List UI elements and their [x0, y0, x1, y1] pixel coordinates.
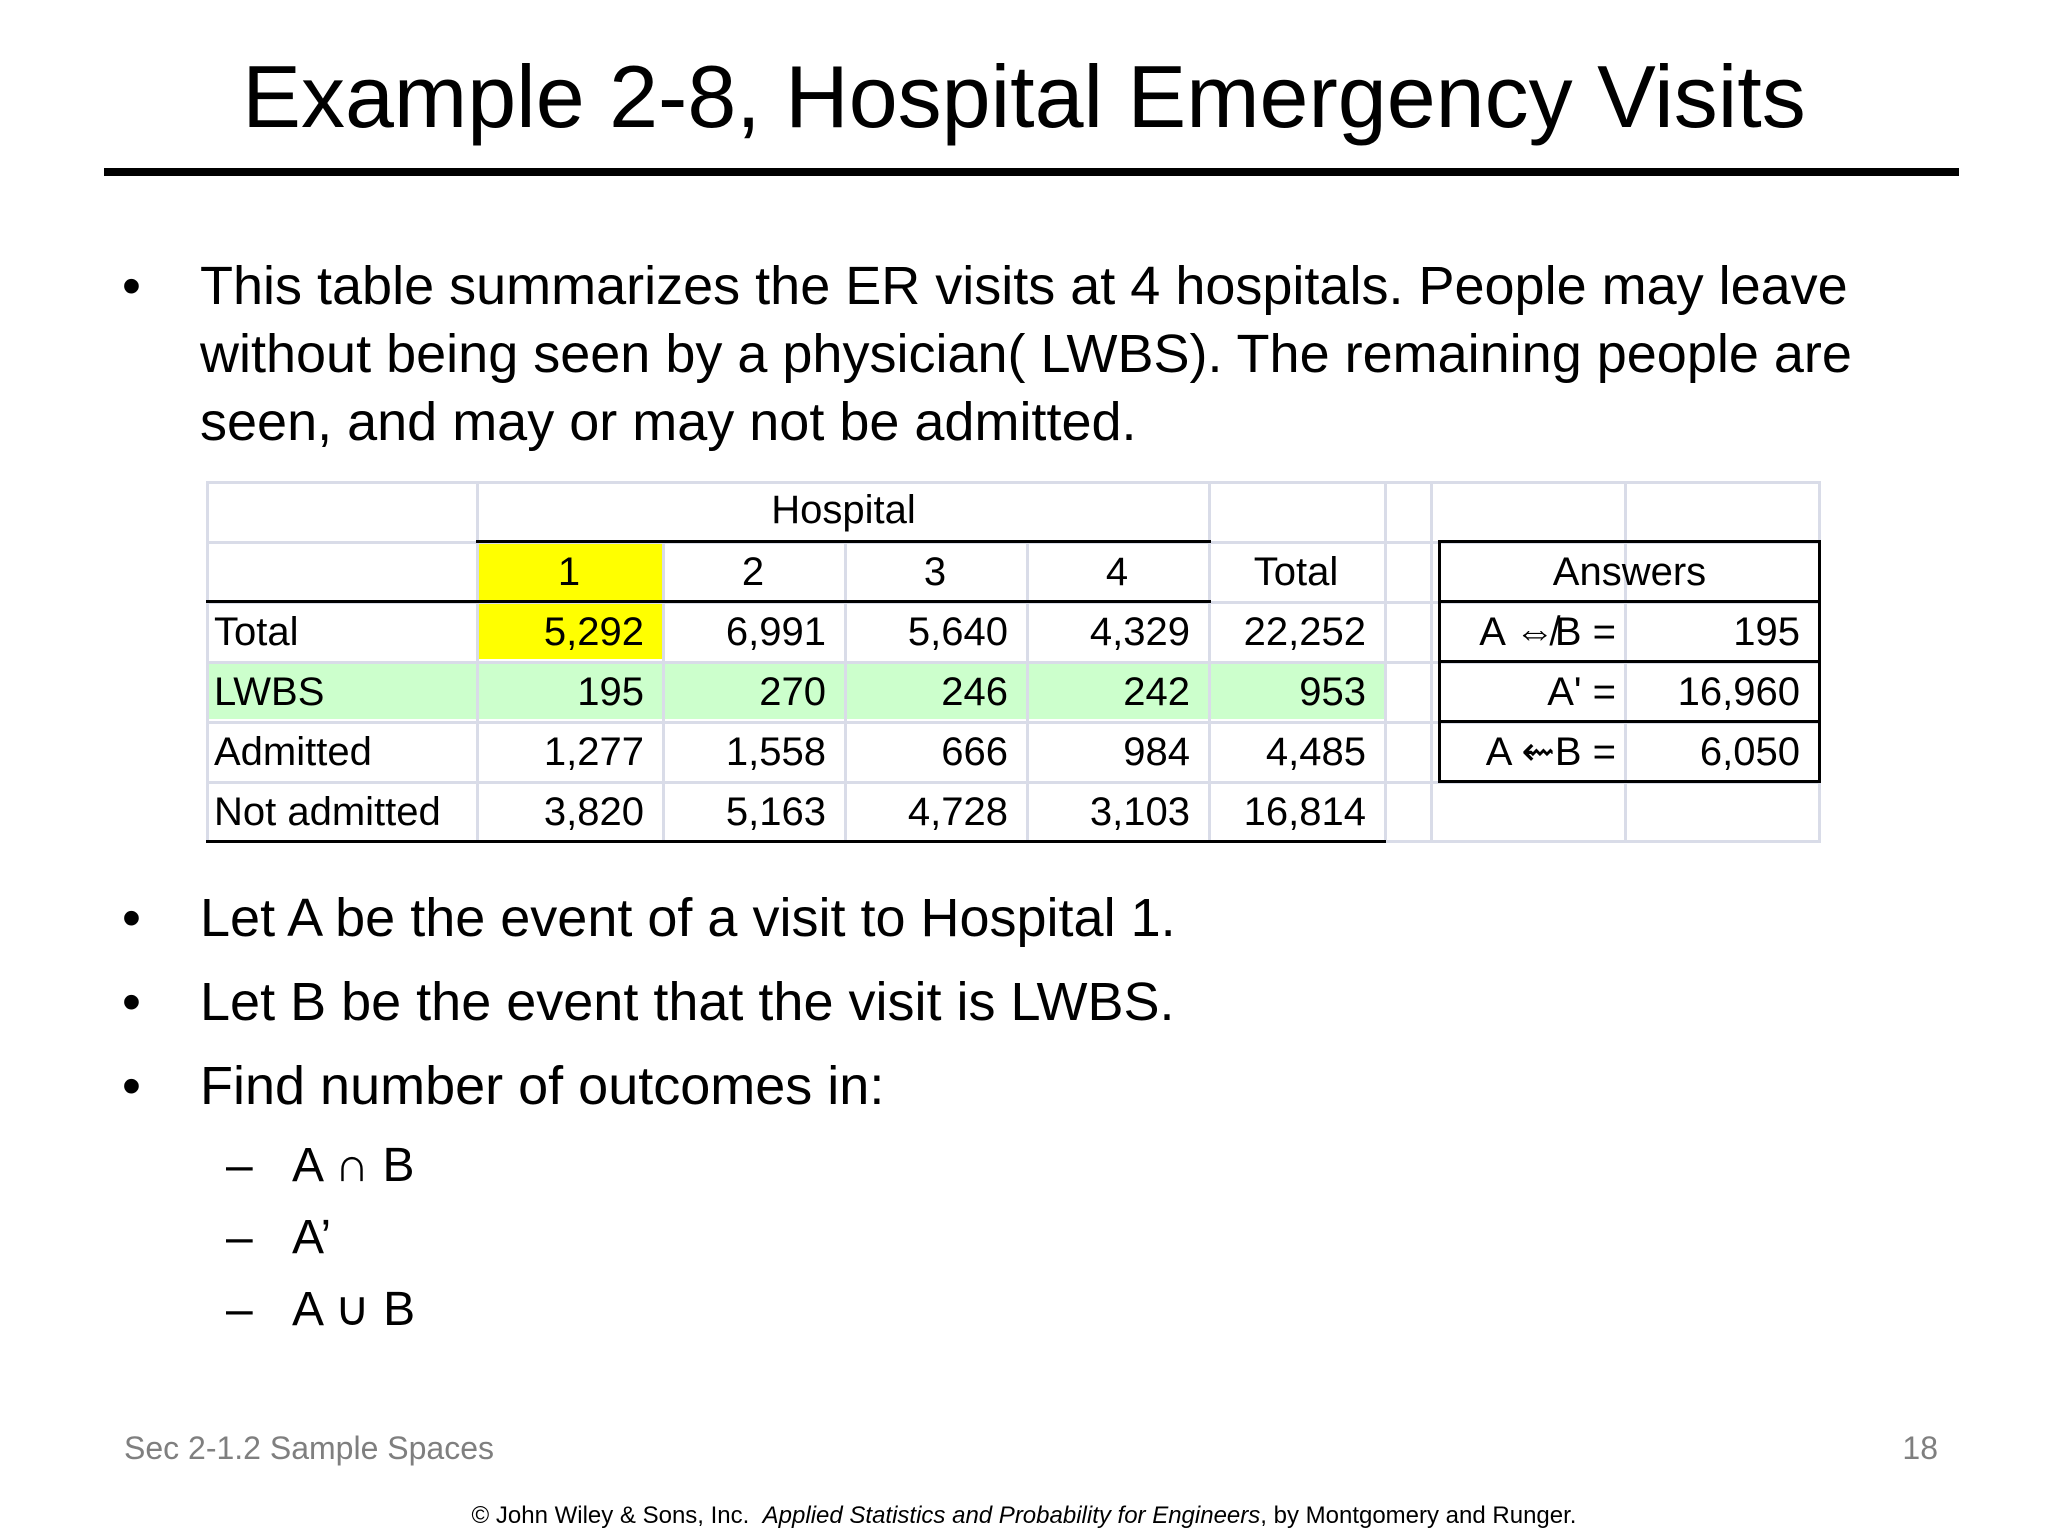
page-number: 18 — [1902, 1430, 1938, 1466]
sub-item-text: A ∩ B — [292, 1139, 415, 1192]
sub-dash: – — [226, 1283, 253, 1336]
sub-dash: – — [226, 1211, 253, 1264]
table-cell: 5,292 — [543, 610, 644, 654]
table-cell: 195 — [577, 670, 644, 714]
bullet-find — [122, 1052, 1960, 1120]
bullet-dot: • — [122, 1056, 141, 1116]
copyright-notice — [0, 1502, 2048, 1530]
column-header-1: 1 — [557, 550, 581, 594]
table-cell: 22,252 — [1243, 610, 1366, 654]
bullet-intro-text: This table summarizes the ER visits at 4 hospitals. People may leave without being seen by a physician( LWBS). The remaining people are seen, and may or may not be admitted. — [200, 256, 1852, 452]
bullet-event-a-text: Let A be the event of a visit to Hospital 1. — [200, 888, 1176, 948]
copyright-pre: © John Wiley & Sons, Inc. — [471, 1502, 763, 1529]
bullet-dot: • — [122, 888, 141, 948]
sub-item-intersection — [226, 1136, 415, 1196]
row-label-admitted: Admitted — [214, 730, 372, 774]
bullet-find-text: Find number of outcomes in: — [200, 1056, 885, 1116]
table-cell: 3,820 — [543, 790, 644, 834]
bullet-event-a — [122, 884, 1960, 952]
table-cell: 666 — [941, 730, 1008, 774]
answer-value-intersection: 195 — [1733, 610, 1800, 654]
row-label-total: Total — [214, 610, 299, 654]
column-header-4: 4 — [1105, 550, 1129, 594]
table-cell: 4,728 — [907, 790, 1008, 834]
table-cell: 5,163 — [725, 790, 826, 834]
column-header-total: Total — [1253, 550, 1339, 594]
row-label-not-admitted: Not admitted — [214, 790, 441, 834]
answer-value-union: 6,050 — [1699, 730, 1800, 774]
sub-dash: – — [226, 1139, 253, 1192]
table-cell: 246 — [941, 670, 1008, 714]
answer-label-union: A ⇜B = — [1485, 730, 1616, 774]
copyright-book-title: Applied Statistics and Probability for Engineers — [762, 1502, 1261, 1529]
bullet-event-b — [122, 968, 1960, 1036]
hospital-group-header: Hospital — [771, 488, 916, 532]
slide-title: Example 2-8, Hospital Emergency Visits — [242, 47, 1806, 146]
table-cell: 4,485 — [1265, 730, 1366, 774]
sub-item-complement — [226, 1208, 332, 1268]
table-cell: 1,277 — [543, 730, 644, 774]
answer-label-complement: A' = — [1547, 670, 1616, 714]
table-cell: 16,814 — [1243, 790, 1366, 834]
table-cell: 1,558 — [725, 730, 826, 774]
table-cell: 4,329 — [1089, 610, 1190, 654]
bullet-intro — [122, 252, 1960, 456]
bullet-dot: • — [122, 972, 141, 1032]
table-cell: 6,991 — [725, 610, 826, 654]
table-cell: 3,103 — [1089, 790, 1190, 834]
bullet-event-b-text: Let B be the event that the visit is LWBS. — [200, 972, 1175, 1032]
table-cell: 5,640 — [907, 610, 1008, 654]
sub-item-text: A’ — [292, 1211, 332, 1264]
column-header-2: 2 — [741, 550, 765, 594]
answer-label-intersection: A ⇎B = — [1479, 610, 1616, 654]
table-cell: 984 — [1123, 730, 1190, 774]
answer-value-complement: 16,960 — [1677, 670, 1800, 714]
answers-header: Answers — [1552, 550, 1707, 594]
sub-item-union — [226, 1280, 416, 1340]
column-header-3: 3 — [923, 550, 947, 594]
bullet-dot: • — [122, 256, 141, 316]
sub-item-text: A ∪ B — [292, 1283, 416, 1336]
copyright-post: , by Montgomery and Runger. — [1260, 1502, 1577, 1529]
table-cell: 242 — [1123, 670, 1190, 714]
table-cell: 953 — [1299, 670, 1366, 714]
table-cell: 270 — [759, 670, 826, 714]
row-label-lwbs: LWBS — [214, 670, 325, 714]
footer-section: Sec 2-1.2 Sample Spaces — [124, 1430, 494, 1466]
title-underline — [104, 168, 1959, 176]
